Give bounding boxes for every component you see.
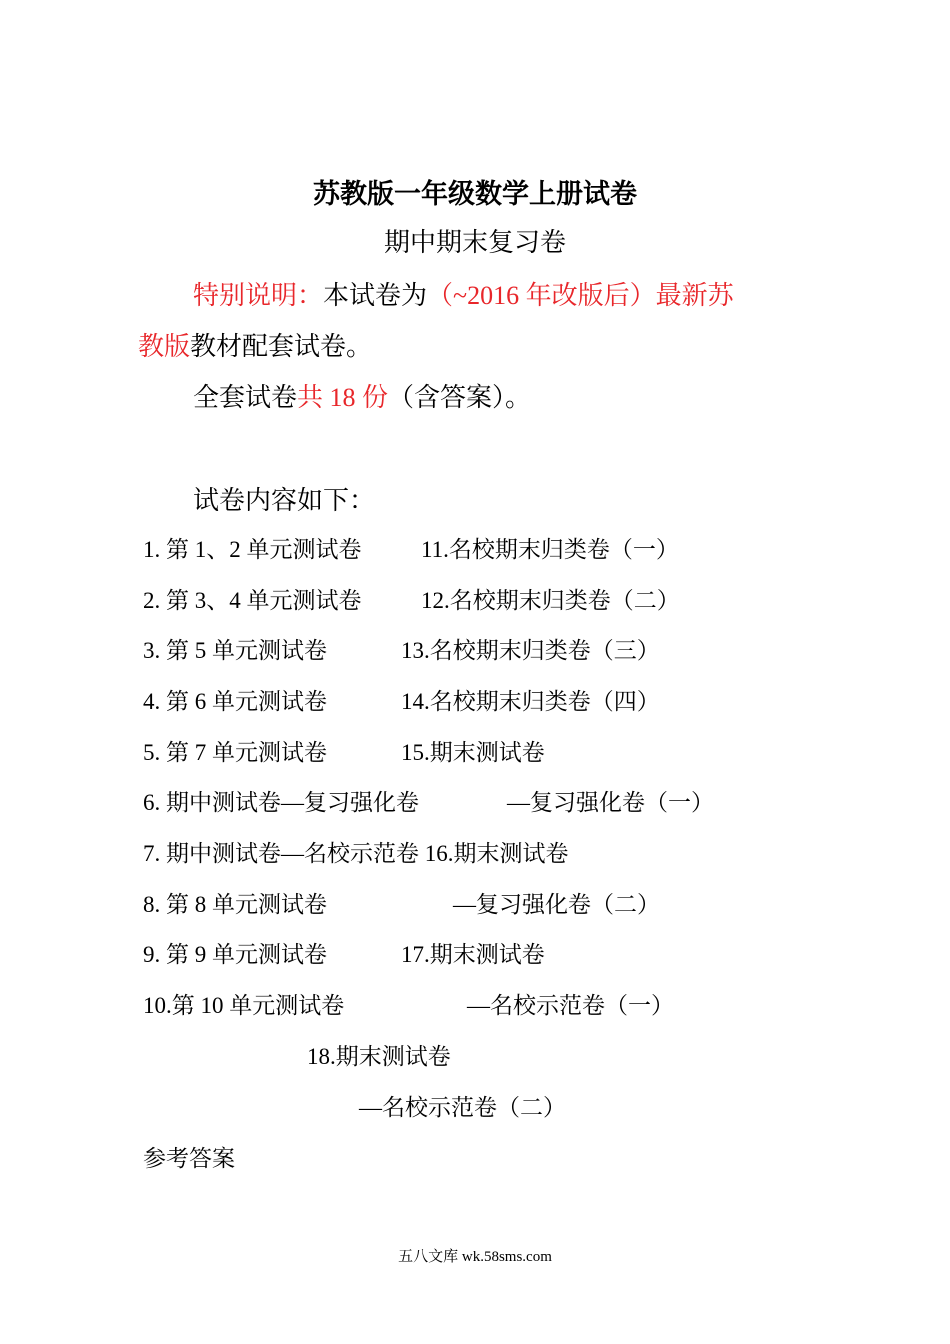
notice-text-2: 教材配套试卷。 (190, 332, 373, 361)
notice-line-1 (193, 275, 734, 312)
list-item: 2. 第 3、4 单元测试卷 (143, 588, 362, 613)
notice-line-2 (138, 326, 372, 363)
list-item: —名校示范卷（一） (467, 993, 674, 1018)
list-item: 18.期末测试卷 (307, 1044, 451, 1069)
list-item: 9. 第 9 单元测试卷 (143, 942, 327, 967)
footer-watermark: 五八文库 wk.58sms.com (398, 1249, 552, 1265)
set-text-2: （含答案）。 (388, 383, 532, 412)
list-item: 15.期末测试卷 (401, 740, 545, 765)
notice-label: 特别说明： (193, 281, 324, 310)
list-item: 17.期末测试卷 (401, 942, 545, 967)
list-item: 5. 第 7 单元测试卷 (143, 740, 327, 765)
list-item: 10.第 10 单元测试卷 (143, 993, 345, 1018)
notice-highlight-2: 教版 (138, 332, 191, 361)
set-line (193, 377, 531, 414)
list-item: 6. 期中测试卷—复习强化卷 (143, 790, 419, 815)
reference-answers: 参考答案 (143, 1146, 235, 1171)
list-item: 4. 第 6 单元测试卷 (143, 689, 327, 714)
set-highlight: 共 18 份 (297, 383, 389, 412)
document-title: 苏教版一年级数学上册试卷 (313, 179, 637, 209)
notice-text-1: 本试卷为 (323, 281, 428, 310)
list-item: 3. 第 5 单元测试卷 (143, 638, 327, 663)
list-item: —复习强化卷（二） (453, 892, 660, 917)
list-item: 12.名校期末归类卷（二） (421, 588, 680, 613)
list-item: —复习强化卷（一） (507, 790, 714, 815)
list-item: 1. 第 1、2 单元测试卷 (143, 537, 362, 562)
contents-heading: 试卷内容如下： (193, 486, 376, 515)
set-text-1: 全套试卷 (193, 383, 298, 412)
document-subtitle: 期中期末复习卷 (383, 228, 566, 257)
list-item: 13.名校期末归类卷（三） (401, 638, 660, 663)
list-item: 8. 第 8 单元测试卷 (143, 892, 327, 917)
list-item: 14.名校期末归类卷（四） (401, 689, 660, 714)
list-item: —名校示范卷（二） (359, 1095, 566, 1120)
notice-highlight-1: （~2016 年改版后）最新苏 (427, 281, 734, 310)
list-item: 7. 期中测试卷—名校示范卷 16.期末测试卷 (143, 841, 569, 866)
list-item: 11.名校期末归类卷（一） (421, 537, 679, 562)
